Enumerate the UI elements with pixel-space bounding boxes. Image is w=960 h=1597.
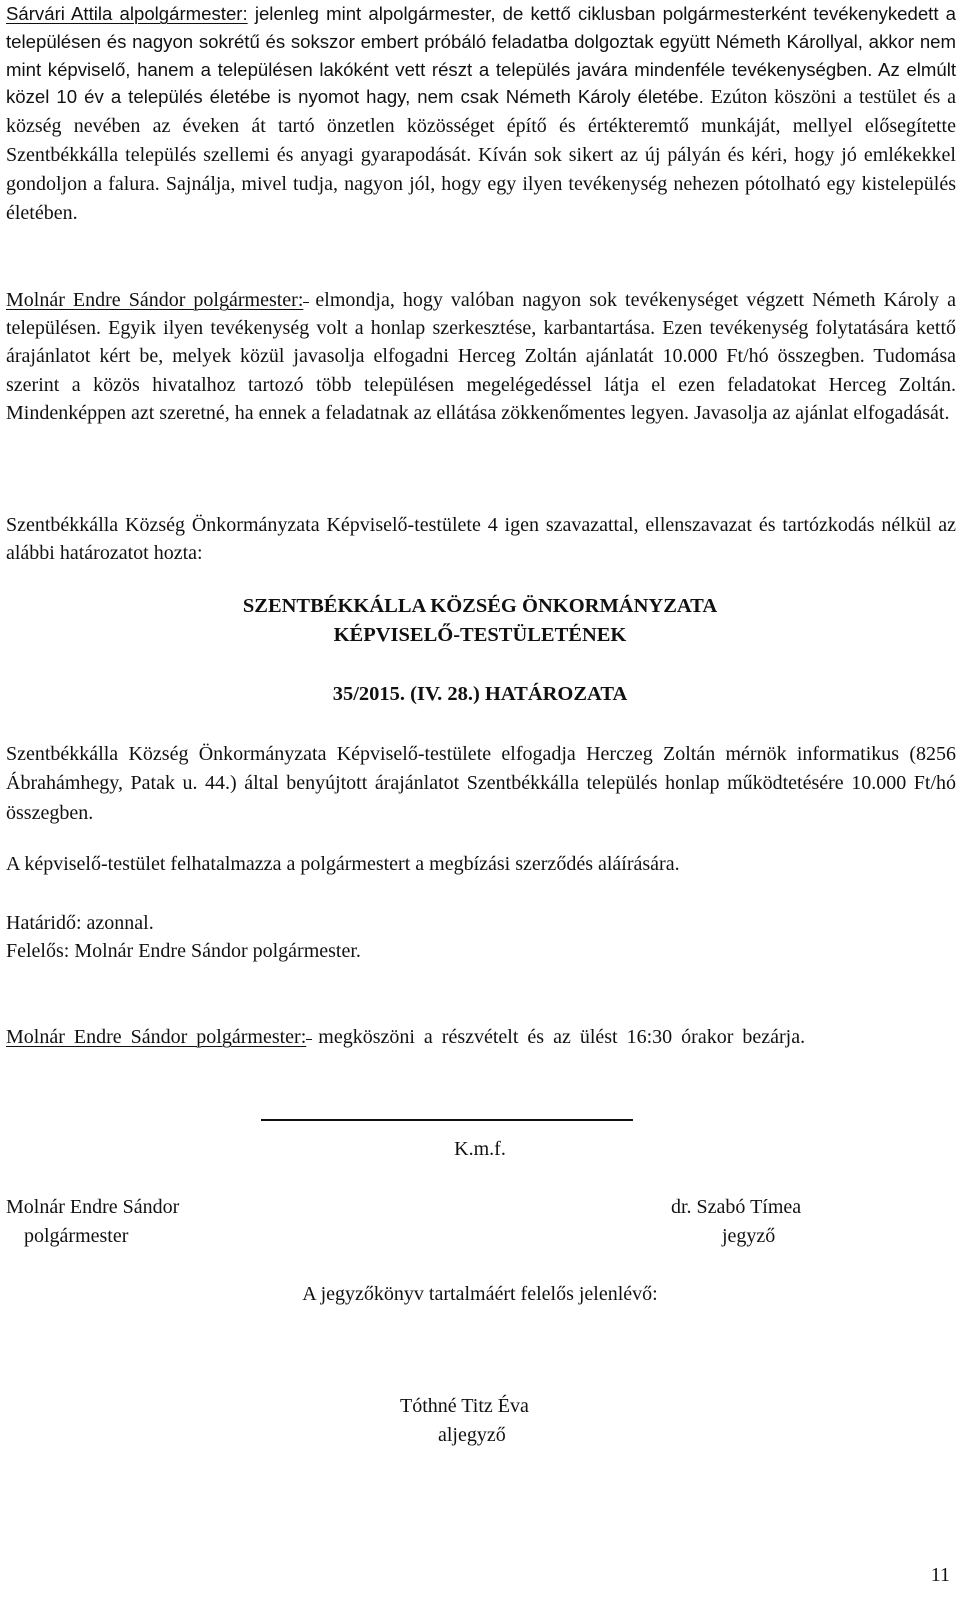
paragraph-sarvari-text-b: Ezúton köszöni a testület és a község nevében az éveken át tartó önzetlen közösséget építő és értékteremtő munkáját, mellyel elősegítette Szentbékkálla település szellemi és anyagi gyarapodását. Kíván sok sikert az új pályán és kéri, hogy jó emlékekkel gondoljon a falura. Sajnálja, mivel tudja, nagyon jól, hogy egy ilyen tevékenység nehezen pótolható egy kistelepülés életében. — [6, 86, 957, 224]
signature-left-name: Molnár Endre Sándor — [6, 1196, 180, 1218]
paragraph-sarvari — [6, 0, 956, 227]
kmf-label: K.m.f. — [454, 1138, 506, 1160]
speaker-sarvari: Sárvári Attila alpolgármester: — [6, 3, 248, 24]
resolution-heading-line2: KÉPVISELŐ-TESTÜLETÉNEK — [333, 624, 627, 646]
paragraph-sarvari-text-a: jelenleg mint alpolgármester, de kettő ciklusban polgármesterként tevékenykedett a településen és nagyon sokrétű és sokszor embert próbáló feladatba dolgoztak együtt Németh Károllyal, akkor nem mint képviselő, hanem a településen lakóként vett részt a település javára mindenféle tevékenységben. Az elmúlt közel 10 év a település életébe is nyomot hagy, nem csak Németh Károly életébe. — [6, 3, 957, 108]
speaker-closing: Molnár Endre Sándor polgármester: — [6, 1026, 307, 1048]
signature-right-name: dr. Szabó Tímea — [671, 1196, 802, 1218]
signature-rule — [261, 1119, 633, 1121]
paragraph-closing — [6, 1023, 956, 1052]
resolution-responsible: Felelős: Molnár Endre Sándor polgármester. — [6, 940, 361, 962]
signature-right-title: jegyző — [722, 1225, 776, 1247]
paragraph-molnar-text: elmondja, hogy valóban nagyon sok tevékenységet végzett Németh Károly a településen. Egyik ilyen tevékenység volt a honlap szerkesztése, karbantartása. Ezen tevékenység folytatására kettő árajánlatot kért be, melyek közül javasolja elfogadni Herceg Zoltán ajánlatát 10.000 Ft/hó összegben. Tudomása szerint a közös hivatalhoz tartozó több településen megelégedéssel látja el ezen feladatokat Herceg Zoltán. Mindenképpen azt szeretné, ha ennek a feladatnak az ellátása zökkenőmentes legyen. Javasolja az ajánlat elfogadását. — [6, 289, 956, 424]
page-number: 11 — [930, 1564, 950, 1586]
attest-label: A jegyzőkönyv tartalmáért felelős jelenlévő: — [302, 1283, 658, 1305]
attest-title: aljegyző — [438, 1424, 506, 1446]
resolution-deadline: Határidő: azonnal. — [6, 912, 154, 934]
paragraph-vote: Szentbékkálla Község Önkormányzata Képviselő-testülete 4 igen szavazattal, ellenszavazat és tartózkodás nélkül az alábbi határozatot hozta: — [6, 514, 956, 565]
resolution-authorization: A képviselő-testület felhatalmazza a polgármestert a megbízási szerződés aláírására. — [6, 853, 680, 875]
speaker-molnar: Molnár Endre Sándor polgármester: — [6, 289, 304, 311]
resolution-heading-line1: SZENTBÉKKÁLLA KÖZSÉG ÖNKORMÁNYZATA — [242, 595, 718, 617]
signature-left-title: polgármester — [24, 1225, 129, 1247]
resolution-number: 35/2015. (IV. 28.) HATÁROZATA — [332, 683, 628, 705]
resolution-body: Szentbékkálla Község Önkormányzata Képviselő-testülete elfogadja Herczeg Zoltán mérnök informatikus (8256 Ábrahámhegy, Patak u. 44.) által benyújtott árajánlatot Szentbékkálla település honlap működtetésére 10.000 Ft/hó összegben. — [6, 743, 956, 824]
attest-name: Tóthné Titz Éva — [400, 1395, 529, 1417]
paragraph-closing-text: megköszöni a részvételt és az ülést 16:30 órakor bezárja. — [318, 1026, 806, 1048]
paragraph-molnar — [6, 286, 956, 427]
